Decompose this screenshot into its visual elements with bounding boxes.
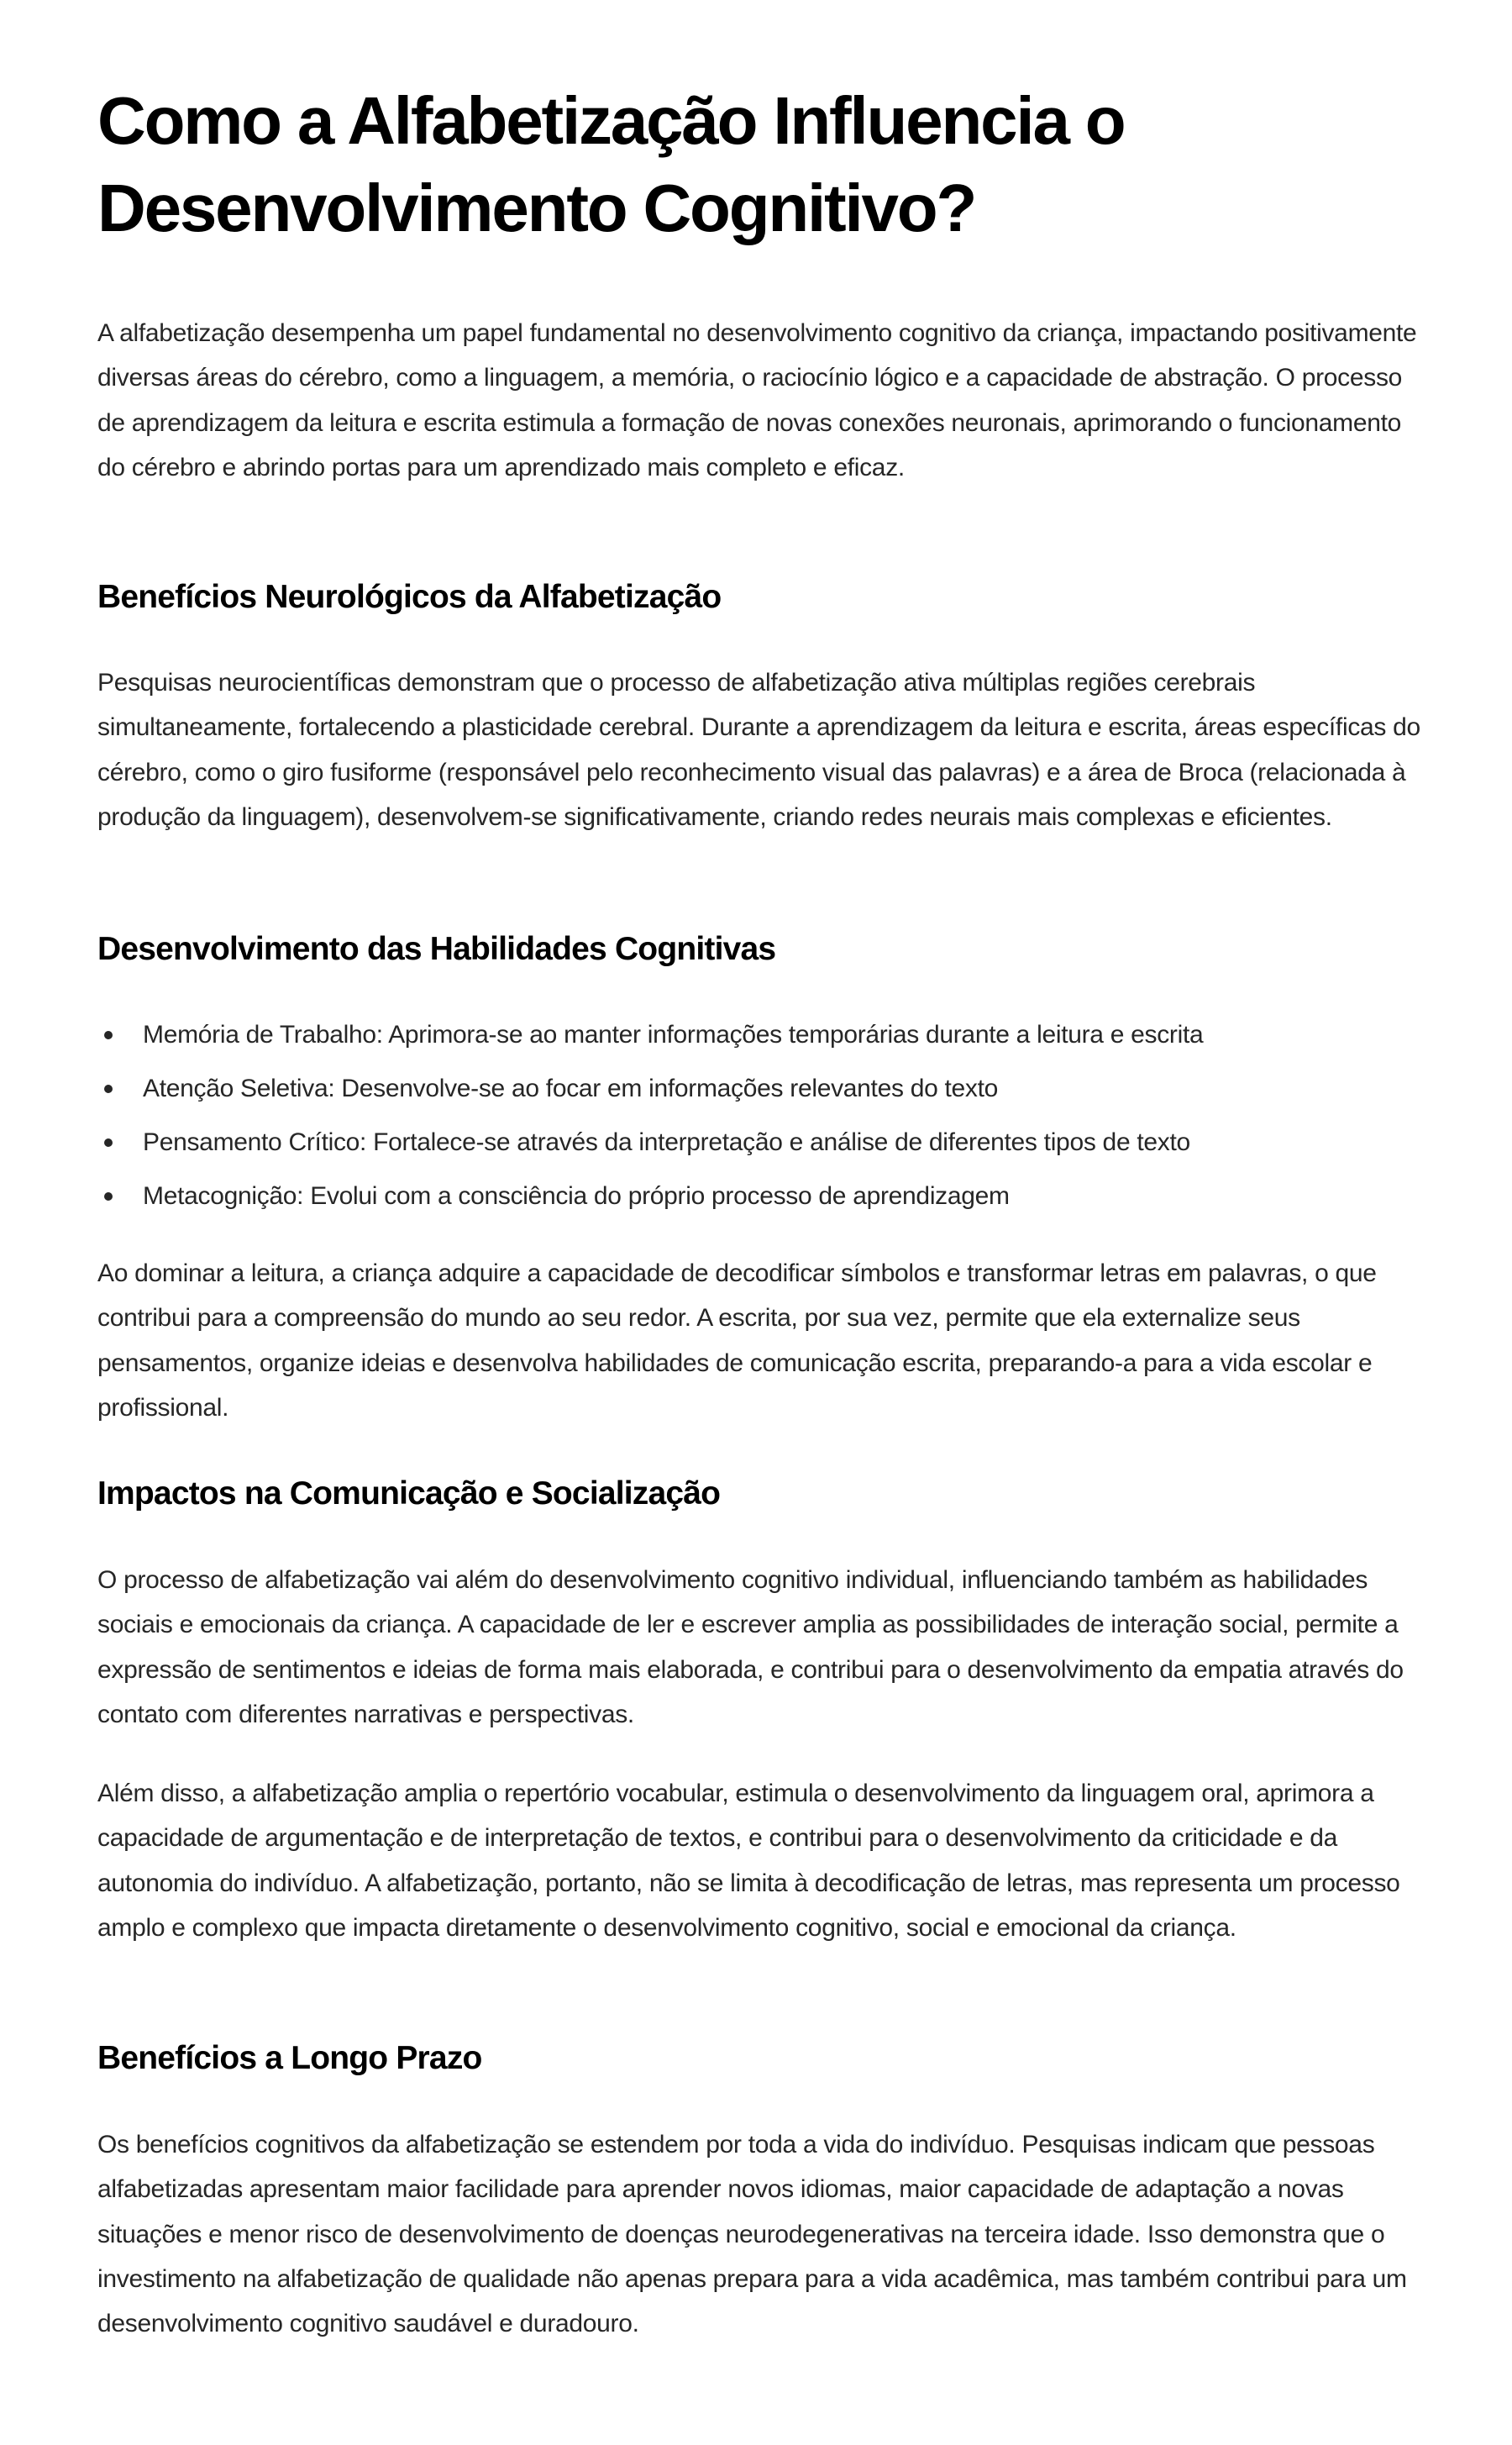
- list-item-text: Metacognição: Evolui com a consciência do próprio processo de aprendizagem: [143, 1182, 1010, 1210]
- list-item: [97, 1062, 1433, 1116]
- section-heading-long-term: Benefícios a Longo Prazo: [97, 2040, 482, 2076]
- bullet-icon: [104, 1031, 113, 1039]
- list-item: [97, 1116, 1433, 1170]
- list-item-text: Memória de Trabalho: Aprimora-se ao manter informações temporárias durante a leitura e escrita: [143, 1021, 1204, 1049]
- paragraph-communication-2: Além disso, a alfabetização amplia o repertório vocabular, estimula o desenvolvimento da linguagem oral, aprimora a capacidade de argumentação e de interpretação de textos, e contribui para o desenvolvimento da criticidade e da autonomia do indivíduo. A alfabetização, portanto, não se limita à decodificação de letras, mas representa um processo amplo e complexo que impacta diretamente o desenvolvimento cognitivo, social e emocional da criança.: [97, 1780, 1400, 1942]
- list-item: [97, 1008, 1433, 1062]
- list-item: [97, 1170, 1433, 1223]
- paragraph-communication-1: O processo de alfabetização vai além do desenvolvimento cognitivo individual, influenciando também as habilidades sociais e emocionais da criança. A capacidade de ler e escrever amplia as possibilidades de interação social, permite a expressão de sentimentos e ideias de forma mais elaborada, e contribui para o desenvolvimento da empatia através do contato com diferentes narrativas e perspectivas.: [97, 1566, 1404, 1728]
- bullet-icon: [104, 1085, 113, 1093]
- paragraph-cognitive-skills: Ao dominar a leitura, a criança adquire a capacidade de decodificar símbolos e transformar letras em palavras, o que contribui para a compreensão do mundo ao seu redor. A escrita, por sua vez, permite que ela externalize seus pensamentos, organize ideias e desenvolva habilidades de comunicação escrita, preparando-a para a vida escolar e profissional.: [97, 1259, 1377, 1422]
- list-item-text: Atenção Seletiva: Desenvolve-se ao focar em informações relevantes do texto: [143, 1075, 999, 1102]
- section-heading-communication: Impactos na Comunicação e Socialização: [97, 1475, 721, 1512]
- section-heading-cognitive-skills: Desenvolvimento das Habilidades Cognitivas: [97, 931, 776, 967]
- cognitive-skills-list: [97, 1008, 1433, 1223]
- section-heading-neurological: Benefícios Neurológicos da Alfabetização: [97, 579, 722, 615]
- list-item-text: Pensamento Crítico: Fortalece-se através da interpretação e análise de diferentes tipos de texto: [143, 1128, 1190, 1156]
- page-title: Como a Alfabetização Influencia o Desenvolvimento Cognitivo?: [97, 83, 1125, 245]
- intro-paragraph: A alfabetização desempenha um papel fundamental no desenvolvimento cognitivo da criança, impactando positivamente diversas áreas do cérebro, como a linguagem, a memória, o raciocínio lógico e a capacidade de abstração. O processo de aprendizagem da leitura e escrita estimula a formação de novas conexões neuronais, aprimorando o funcionamento do cérebro e abrindo portas para um aprendizado mais completo e eficaz.: [97, 319, 1417, 481]
- paragraph-neurological: Pesquisas neurocientíficas demonstram que o processo de alfabetização ativa múltiplas regiões cerebrais simultaneamente, fortalecendo a plasticidade cerebral. Durante a aprendizagem da leitura e escrita, áreas específicas do cérebro, como o giro fusiforme (responsável pelo reconhecimento visual das palavras) e a área de Broca (relacionada à produção da linguagem), desenvolvem-se significativamente, criando redes neurais mais complexas e eficientes.: [97, 669, 1420, 831]
- bullet-icon: [104, 1192, 113, 1201]
- paragraph-long-term: Os benefícios cognitivos da alfabetização se estendem por toda a vida do indivíduo. Pesquisas indicam que pessoas alfabetizadas apresentam maior facilidade para aprender novos idiomas, maior capacidade de adaptação a novas situações e menor risco de desenvolvimento de doenças neurodegenerativas na terceira idade. Isso demonstra que o investimento na alfabetização de qualidade não apenas prepara para a vida acadêmica, mas também contribui para um desenvolvimento cognitivo saudável e duradouro.: [97, 2131, 1407, 2338]
- bullet-icon: [104, 1138, 113, 1147]
